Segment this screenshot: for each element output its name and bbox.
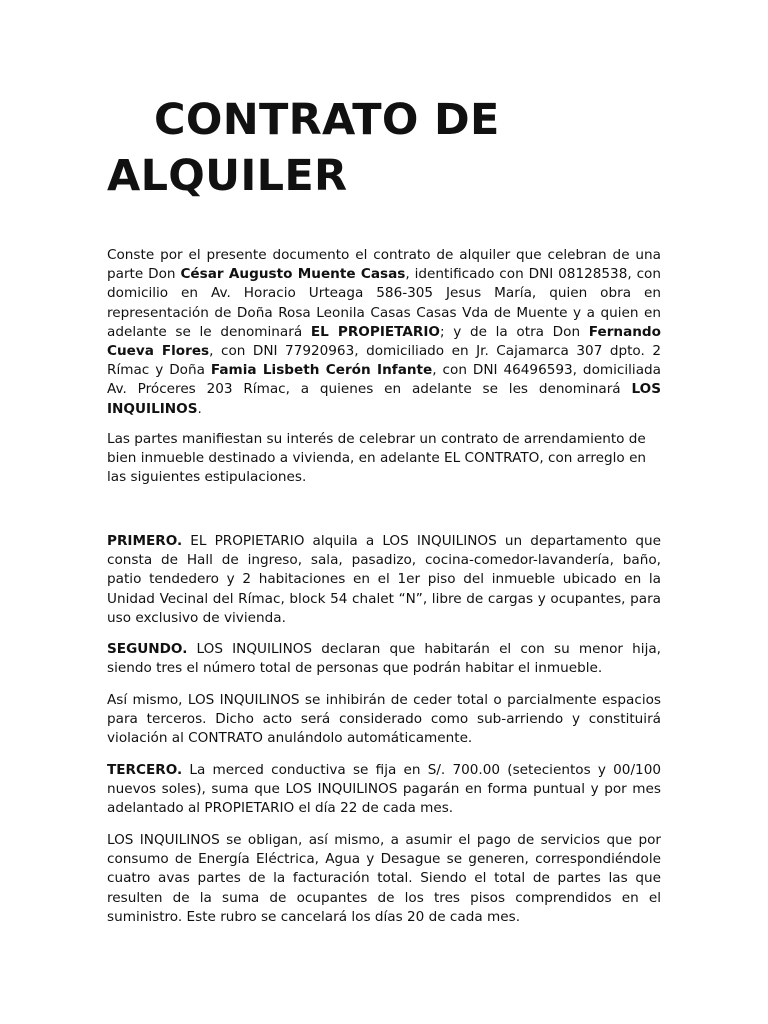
clause-tercero — [107, 761, 661, 819]
text-segment: , con DNI 77920963, domiciliado en Jr. Cajamarca 307 dpto. 2 Rímac y Doña — [107, 343, 661, 379]
bold-los-inquilinos: LOS INQUILINOS — [107, 381, 661, 417]
clause-tercero-body: La merced conductiva se fija en S/. 700.00 (setecientos y 00/100 nuevos soles), suma que LOS INQUILINOS pagarán en forma puntual y por mes adelantado al PROPIETARIO el día 22 de cada mes. — [107, 762, 661, 817]
text-segment: Conste por el presente documento el contrato de alquiler que celebran de una parte Don — [107, 247, 661, 283]
text-segment: . — [197, 400, 202, 417]
bold-el-propietario: EL PROPIETARIO — [310, 323, 440, 340]
bold-name-famia: Famia Lisbeth Cerón Infante — [210, 362, 433, 379]
paragraph-utilities — [107, 831, 661, 927]
text-segment: , con DNI 46496593, domiciliada Av. Próceres 203 Rímac, a quienes en adelante se les denominará — [107, 362, 661, 398]
document-title — [107, 92, 667, 204]
clause-primero-text — [107, 532, 661, 628]
paragraph-utilities-text: LOS INQUILINOS se obligan, así mismo, a asumir el pago de servicios que por consumo de Energía Eléctrica, Agua y Desague se generen, correspondiéndole cuatro avas partes de la facturación total. Siendo el total de partes las que resulten de la suma de ocupantes de los tres pisos comprendidos en el suministro. Este rubro se cancelará los días 20 de cada mes. — [107, 832, 661, 925]
text-segment: , identificado con DNI 08128538, con domicilio en Av. Horacio Urteaga 586-305 Jesus María, quien obra en representación de Doña Rosa Leonila Casas Casas Vda de Muente y a quien en adelante se le denominará — [107, 266, 661, 340]
paragraph-subletting-text: Así mismo, LOS INQUILINOS se inhibirán de ceder total o parcialmente espacios para terceros. Dicho acto será considerado como sub-arriendo y constituirá violación al CONTRATO anulándolo automáticamente. — [107, 692, 661, 747]
clause-primero-body: EL PROPIETARIO alquila a LOS INQUILINOS un departamento que consta de Hall de ingreso, sala, pasadizo, cocina-comedor-lavandería, baño, patio tendedero y 2 habitaciones en el 1er piso del inmueble ubicado en la Unidad Vecinal del Rímac, block 54 chalet “N”, libre de cargas y ocupantes, para uso exclusivo de vivienda. — [107, 533, 661, 626]
clause-primero — [107, 532, 661, 628]
title-line-2: ALQUILER — [107, 151, 348, 201]
paragraph-intent-text: Las partes manifiestan su interés de celebrar un contrato de arrendamiento de bien inmueble destinado a vivienda, en adelante EL CONTRATO, con arreglo en las siguientes estipulaciones. — [107, 431, 647, 486]
paragraph-parties-text — [107, 246, 661, 419]
bold-name-fernando: Fernando Cueva Flores — [107, 323, 662, 360]
clause-segundo-heading: SEGUNDO. — [107, 641, 188, 657]
clause-tercero-heading: TERCERO. — [107, 762, 183, 778]
clause-primero-heading: PRIMERO. — [107, 533, 183, 549]
clause-tercero-text — [107, 761, 661, 819]
paragraph-subletting — [107, 691, 661, 749]
title-line-1: CONTRATO DE — [154, 95, 500, 145]
paragraph-intent — [107, 430, 661, 488]
clause-segundo-text — [107, 640, 661, 678]
clause-segundo-body: LOS INQUILINOS declaran que habitarán el con su menor hija, siendo tres el número total de personas que podrán habitar el inmueble. — [107, 641, 661, 677]
text-segment: ; y de la otra Don — [440, 323, 589, 340]
bold-name-cesar: César Augusto Muente Casas — [180, 266, 406, 283]
clause-segundo — [107, 640, 661, 678]
paragraph-parties — [107, 246, 661, 419]
